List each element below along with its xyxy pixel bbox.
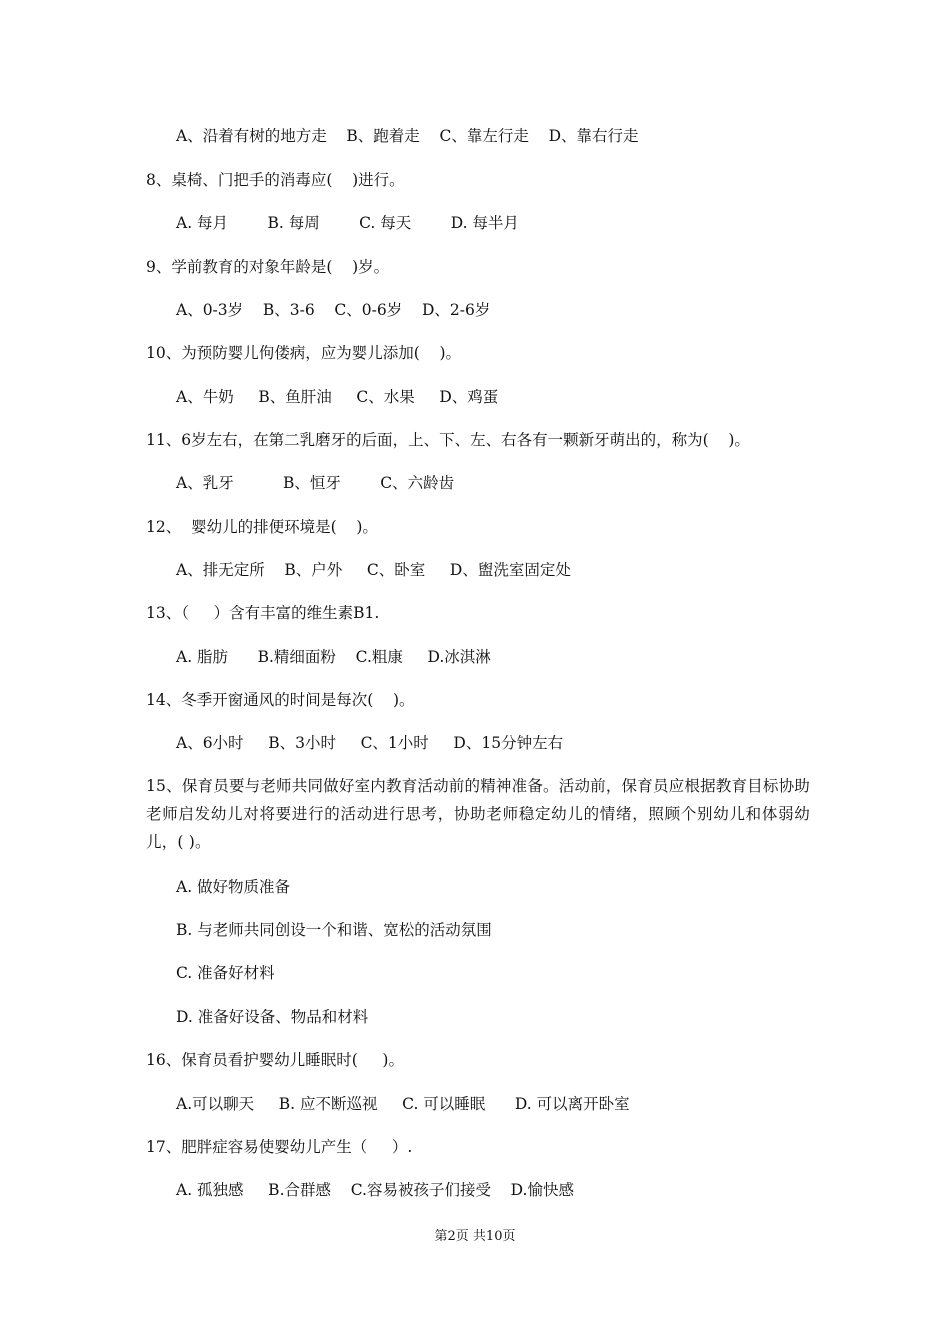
q14-options: A、6小时 B、3小时 C、1小时 D、15分钟左右 <box>176 734 564 752</box>
q15-option-b: B. 与老师共同创设一个和谐、宽松的活动氛围 <box>176 921 492 939</box>
q11-options: A、乳牙 B、恒牙 C、六龄齿 <box>176 474 455 492</box>
question-14: 14、冬季开窗通风的时间是每次( )。 <box>146 691 415 709</box>
q17-options: A. 孤独感 B.合群感 C.容易被孩子们接受 D.愉快感 <box>176 1181 574 1199</box>
page-footer: 第2页 共10页 <box>434 1229 516 1244</box>
question-10: 10、为预防婴儿佝偻病，应为婴儿添加( )。 <box>146 344 462 362</box>
question-9: 9、学前教育的对象年龄是( )岁。 <box>146 258 390 276</box>
q15-option-a: A. 做好物质准备 <box>176 878 291 896</box>
q15-option-d: D. 准备好设备、物品和材料 <box>176 1008 369 1026</box>
q10-options: A、牛奶 B、鱼肝油 C、水果 D、鸡蛋 <box>176 388 499 406</box>
q12-options: A、排无定所 B、户外 C、卧室 D、盥洗室固定处 <box>176 561 571 579</box>
q9-options: A、0-3岁 B、3-6 C、0-6岁 D、2-6岁 <box>176 301 491 319</box>
q15-option-c: C. 准备好材料 <box>176 964 275 982</box>
question-17: 17、肥胖症容易使婴幼儿产生（ ）. <box>146 1138 413 1156</box>
q8-options: A. 每月 B. 每周 C. 每天 D. 每半月 <box>176 214 519 232</box>
question-16: 16、保育员看护婴幼儿睡眠时( )。 <box>146 1051 404 1069</box>
question-12: 12、 婴幼儿的排便环境是( )。 <box>146 518 378 536</box>
q16-options: A.可以聊天 B. 应不断巡视 C. 可以睡眠 D. 可以离开卧室 <box>176 1095 630 1113</box>
q13-options: A. 脂肪 B.精细面粉 C.粗康 D.冰淇淋 <box>176 648 491 666</box>
question-11: 11、6岁左右，在第二乳磨牙的后面，上、下、左、右各有一颗新牙萌出的，称为( )。 <box>146 431 750 449</box>
q7-options: A、沿着有树的地方走 B、跑着走 C、靠左行走 D、靠右行走 <box>176 127 639 145</box>
question-13: 13、（ ）含有丰富的维生素B1. <box>146 604 380 622</box>
question-8: 8、桌椅、门把手的消毒应( )进行。 <box>146 171 405 189</box>
question-15: 15、保育员要与老师共同做好室内教育活动前的精神准备。活动前，保育员应根据教育目标协助老师启发幼儿对将要进行的活动进行思考，协助老师稳定幼儿的情绪，照顾个别幼儿和体弱幼儿，( )。 <box>146 777 810 851</box>
